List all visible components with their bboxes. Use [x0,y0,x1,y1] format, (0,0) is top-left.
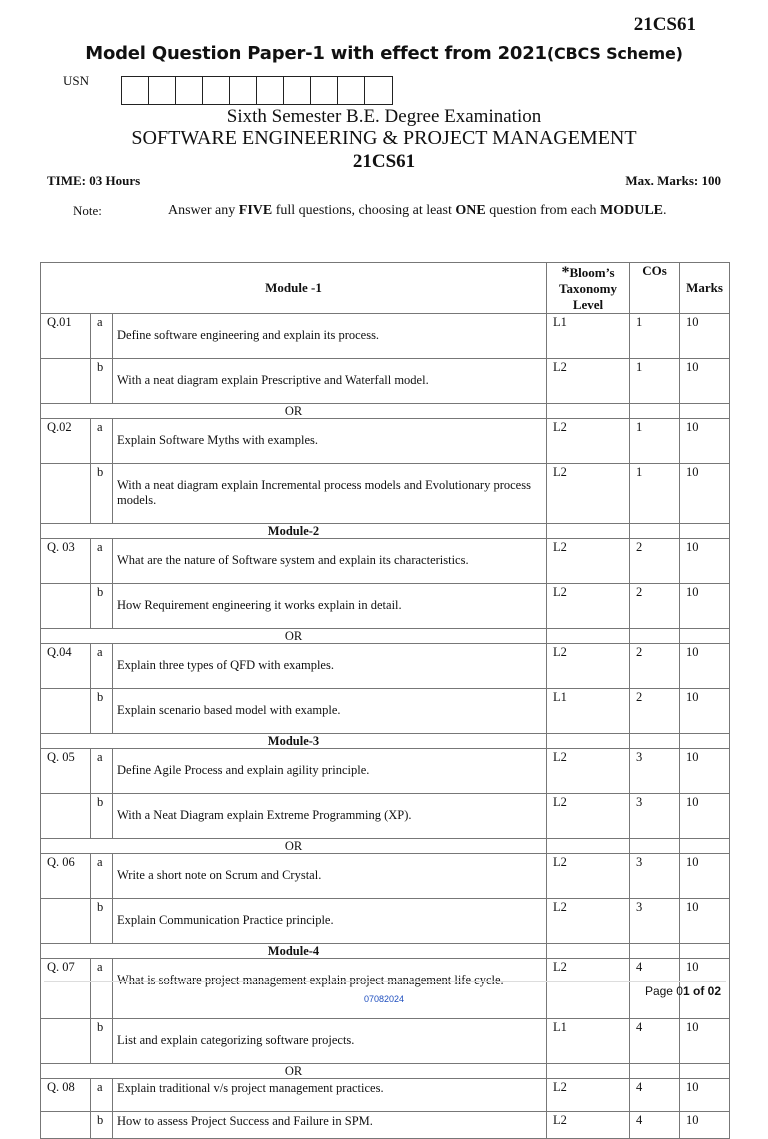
course-outcome: 1 [630,359,680,404]
empty-cell [547,629,630,644]
empty-cell [680,404,730,419]
course-outcome: 4 [630,1079,680,1112]
question-part: a [91,644,113,689]
course-outcome: 2 [630,539,680,584]
usn-box [149,77,176,104]
question-marks: 10 [680,689,730,734]
question-marks: 10 [680,1019,730,1064]
course-outcome: 1 [630,314,680,359]
or-label: OR [41,404,547,419]
question-marks: 10 [680,584,730,629]
module-label: Module-4 [41,944,547,959]
question-text: What is software project management explain project management life cycle. [113,959,547,1019]
question-part: b [91,794,113,839]
question-part: a [91,419,113,464]
question-row [41,584,730,629]
course-outcome: 3 [630,854,680,899]
bloom-level: L2 [547,359,630,404]
footer-divider [44,981,726,982]
empty-cell [547,1064,630,1079]
bloom-level: L2 [547,1112,630,1139]
note-part: Answer any [168,203,239,218]
question-part: a [91,1079,113,1112]
max-marks: Max. Marks: 100 [625,173,721,188]
course-outcome: 2 [630,689,680,734]
question-number: Q. 03 [41,539,91,584]
note-label: Note: [73,203,102,218]
question-part: b [91,1112,113,1139]
model-title-main: Model Question Paper-1 with effect from 2021 [85,43,547,64]
question-part: a [91,539,113,584]
bloom-level: L2 [547,794,630,839]
bloom-level: L2 [547,584,630,629]
question-text: Explain Software Myths with examples. [113,419,547,464]
or-separator-row [41,404,730,419]
question-number: Q. 06 [41,854,91,899]
bloom-header-line: Level [572,297,604,312]
question-text: Explain Communication Practice principle. [113,899,547,944]
question-number [41,899,91,944]
usn-box [311,77,338,104]
question-number: Q. 08 [41,1079,91,1112]
question-text: How Requirement engineering it works explain in detail. [113,584,547,629]
question-marks: 10 [680,314,730,359]
empty-cell [630,1064,680,1079]
or-separator-row [41,839,730,854]
empty-cell [630,629,680,644]
note-emphasis: ONE [455,203,486,218]
question-number [41,464,91,524]
question-row [41,1112,730,1139]
question-part: a [91,314,113,359]
empty-cell [547,404,630,419]
question-number [41,584,91,629]
usn-box [176,77,203,104]
course-outcome: 1 [630,464,680,524]
bloom-level: L1 [547,314,630,359]
course-outcome: 2 [630,644,680,689]
usn-box [365,77,392,104]
bloom-header-line: Taxonomy [558,281,618,296]
header-code: 21CS61 [633,14,696,35]
bloom-level: L2 [547,854,630,899]
page-number-total: 1 of 02 [682,984,721,998]
question-row [41,1079,730,1112]
course-outcome: 3 [630,899,680,944]
question-part: b [91,689,113,734]
question-number: Q.01 [41,314,91,359]
empty-cell [680,629,730,644]
marks-header: Marks [680,263,730,314]
bloom-level: L2 [547,749,630,794]
question-row [41,539,730,584]
or-label: OR [41,1064,547,1079]
module-label: Module-3 [41,734,547,749]
question-marks: 10 [680,1112,730,1139]
exam-time: TIME: 03 Hours [47,173,141,188]
question-row [41,899,730,944]
bloom-level: L2 [547,959,630,1019]
question-text: How to assess Project Success and Failure in SPM. [113,1112,547,1139]
usn-label: USN [63,73,90,88]
bloom-level: L2 [547,644,630,689]
question-marks: 10 [680,854,730,899]
semester-title: Sixth Semester B.E. Degree Examination [226,106,542,127]
model-title-scheme: (CBCS Scheme) [546,44,683,63]
note-text [168,203,667,219]
question-number: Q.04 [41,644,91,689]
question-row [41,644,730,689]
question-text: With a Neat Diagram explain Extreme Programming (XP). [113,794,547,839]
question-part: a [91,959,113,1019]
usn-box [230,77,257,104]
empty-cell [680,1064,730,1079]
question-part: b [91,584,113,629]
empty-cell [547,524,630,539]
question-table [40,262,730,1139]
note-part: question from each [485,203,601,218]
page-number-prefix: Page 0 [644,984,683,998]
or-label: OR [41,839,547,854]
question-text: Write a short note on Scrum and Crystal. [113,854,547,899]
bloom-level: L2 [547,464,630,524]
module-header-row [41,734,730,749]
question-marks: 10 [680,419,730,464]
question-part: b [91,464,113,524]
question-text: List and explain categorizing software projects. [113,1019,547,1064]
question-number [41,359,91,404]
question-number [41,1112,91,1139]
bloom-level: L2 [547,419,630,464]
table-header-row [41,263,730,314]
module-header-row [41,944,730,959]
question-text: Explain three types of QFD with examples. [113,644,547,689]
question-marks: 10 [680,644,730,689]
usn-box [257,77,284,104]
course-outcome: 1 [630,419,680,464]
empty-cell [630,944,680,959]
question-text: Explain traditional v/s project management practices. [113,1079,547,1112]
or-label: OR [41,629,547,644]
course-outcome: 4 [630,959,680,1019]
question-row [41,314,730,359]
question-row [41,749,730,794]
subject-title: SOFTWARE ENGINEERING & PROJECT MANAGEMENT [131,127,637,149]
question-table-body [41,314,730,1139]
question-part: a [91,854,113,899]
module-1-header: Module -1 [41,263,547,314]
question-part: a [91,749,113,794]
cos-header: COs [630,263,680,314]
note-emphasis: MODULE [600,203,664,218]
question-row [41,689,730,734]
empty-cell [680,944,730,959]
empty-cell [547,734,630,749]
or-separator-row [41,1064,730,1079]
footer-code: 07082024 [363,994,405,1004]
note-emphasis: FIVE [238,203,273,218]
question-row [41,959,730,1019]
question-row [41,794,730,839]
question-number [41,689,91,734]
bloom-level: L1 [547,689,630,734]
question-marks: 10 [680,359,730,404]
bloom-level: L2 [547,899,630,944]
empty-cell [547,944,630,959]
question-marks: 10 [680,959,730,1019]
subject-code: 21CS61 [352,151,416,172]
question-row [41,854,730,899]
course-outcome: 4 [630,1112,680,1139]
question-number: Q.02 [41,419,91,464]
empty-cell [630,404,680,419]
question-marks: 10 [680,1079,730,1112]
bloom-header [547,263,630,314]
question-row [41,464,730,524]
module-label: Module-2 [41,524,547,539]
question-row [41,1019,730,1064]
question-text: Define software engineering and explain its process. [113,314,547,359]
bloom-header-line: Bloom’s [569,265,615,280]
course-outcome: 4 [630,1019,680,1064]
bloom-star: * [561,264,570,281]
bloom-level: L2 [547,539,630,584]
question-text: What are the nature of Software system and explain its characteristics. [113,539,547,584]
model-paper-title [0,43,768,64]
usn-boxes [121,76,393,105]
question-number [41,794,91,839]
or-separator-row [41,629,730,644]
note-part: full questions, choosing at least [272,203,456,218]
question-marks: 10 [680,539,730,584]
question-part: b [91,1019,113,1064]
question-marks: 10 [680,794,730,839]
question-marks: 10 [680,899,730,944]
bloom-level: L2 [547,1079,630,1112]
question-number: Q. 07 [41,959,91,1019]
empty-cell [680,839,730,854]
bloom-level: L1 [547,1019,630,1064]
usn-box [284,77,311,104]
empty-cell [630,734,680,749]
question-row [41,419,730,464]
empty-cell [630,839,680,854]
question-number: Q. 05 [41,749,91,794]
usn-box [122,77,149,104]
question-text: With a neat diagram explain Prescriptive and Waterfall model. [113,359,547,404]
course-outcome: 2 [630,584,680,629]
note-part: . [663,203,667,218]
question-number [41,1019,91,1064]
course-outcome: 3 [630,794,680,839]
empty-cell [547,839,630,854]
course-outcome: 3 [630,749,680,794]
question-row [41,359,730,404]
question-part: b [91,899,113,944]
question-text: With a neat diagram explain Incremental process models and Evolutionary process models. [113,464,547,524]
usn-box [203,77,230,104]
question-marks: 10 [680,464,730,524]
module-header-row [41,524,730,539]
question-text: Define Agile Process and explain agility principle. [113,749,547,794]
empty-cell [680,524,730,539]
empty-cell [680,734,730,749]
question-text: Explain scenario based model with example. [113,689,547,734]
empty-cell [630,524,680,539]
question-part: b [91,359,113,404]
usn-box [338,77,365,104]
question-marks: 10 [680,749,730,794]
